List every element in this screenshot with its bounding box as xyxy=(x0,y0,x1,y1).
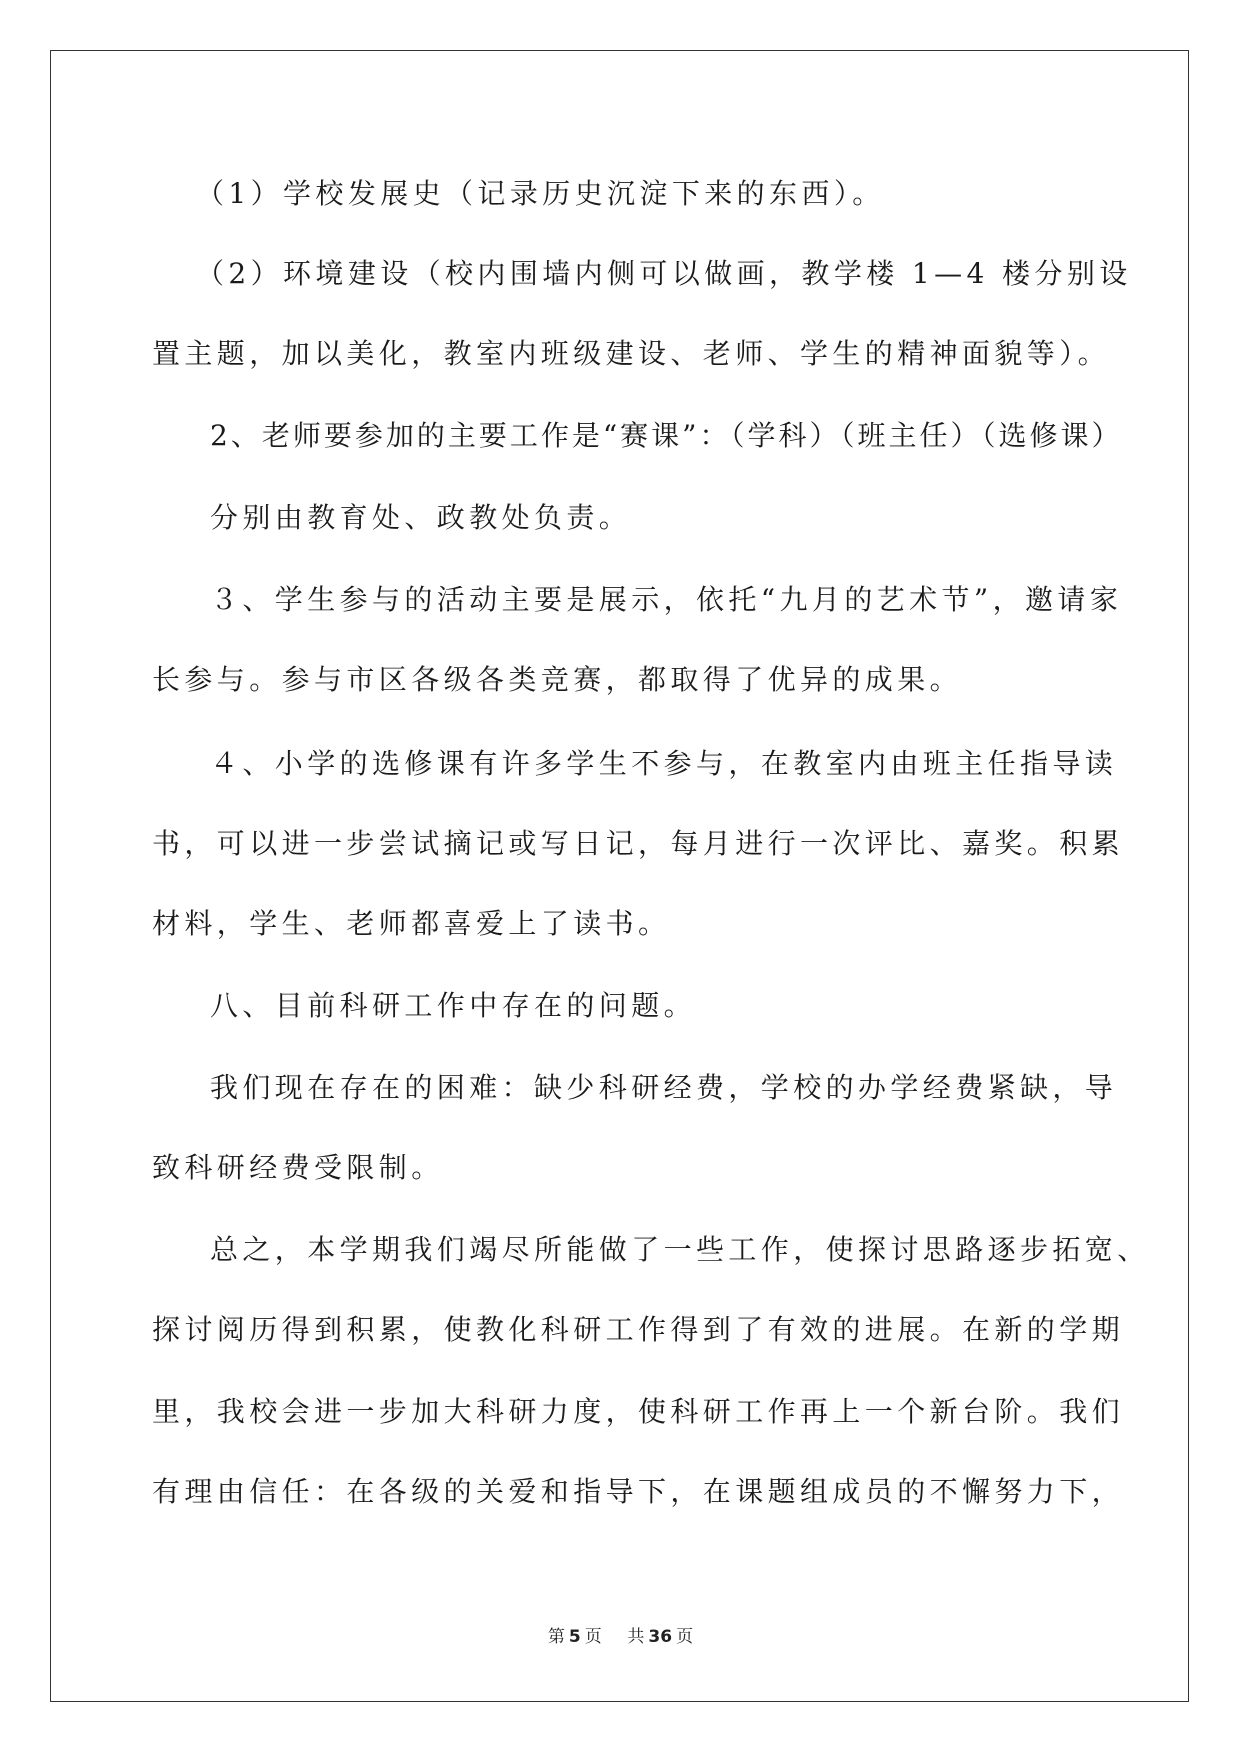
text-line-2: （2）环境建设（校内围墙内侧可以做画，教学楼 1—4 楼分别设 xyxy=(196,257,1132,290)
page-footer xyxy=(0,1622,1241,1647)
text-line-3: 置主题，加以美化，教室内班级建设、老师、学生的精神面貌等）。 xyxy=(152,337,1111,370)
text-line-15: 探讨阅历得到积累，使教化科研工作得到了有效的进展。在新的学期 xyxy=(152,1313,1125,1346)
total-pages: 36 xyxy=(648,1627,673,1647)
text-line-8: ４、小学的选修课有许多学生不参与，在教室内由班主任指导读 xyxy=(210,747,1118,780)
text-line-9: 书，可以进一步尝试摘记或写日记，每月进行一次评比、嘉奖。积累 xyxy=(152,827,1125,860)
page-number: 5 xyxy=(568,1627,581,1647)
page-frame xyxy=(50,50,1189,1702)
page-prefix: 第 xyxy=(547,1627,565,1647)
page-suffix: 页 xyxy=(584,1627,602,1647)
text-line-4: 2、老师要参加的主要工作是“赛课”：（学科）（班主任）（选修课） xyxy=(210,419,1123,452)
text-line-13: 致科研经费受限制。 xyxy=(152,1151,444,1184)
text-line-6: ３、学生参与的活动主要是展示，依托“九月的艺术节”，邀请家 xyxy=(210,583,1123,616)
total-prefix: 共 xyxy=(627,1627,645,1647)
text-line-11: 八、目前科研工作中存在的问题。 xyxy=(210,989,697,1022)
text-line-17: 有理由信任：在各级的关爱和指导下，在课题组成员的不懈努力下， xyxy=(152,1475,1125,1508)
text-line-12: 我们现在存在的困难：缺少科研经费，学校的办学经费紧缺，导 xyxy=(210,1071,1118,1104)
text-line-14: 总之，本学期我们竭尽所能做了一些工作，使探讨思路逐步拓宽、 xyxy=(210,1233,1150,1266)
text-line-10: 材料，学生、老师都喜爱上了读书。 xyxy=(152,907,671,940)
text-line-16: 里，我校会进一步加大科研力度，使科研工作再上一个新台阶。我们 xyxy=(152,1395,1125,1428)
text-line-7: 长参与。参与市区各级各类竞赛，都取得了优异的成果。 xyxy=(152,663,963,696)
text-line-1: （1）学校发展史（记录历史沉淀下来的东西）。 xyxy=(196,177,885,210)
total-suffix: 页 xyxy=(676,1627,694,1647)
text-line-5: 分别由教育处、政教处负责。 xyxy=(210,501,632,534)
